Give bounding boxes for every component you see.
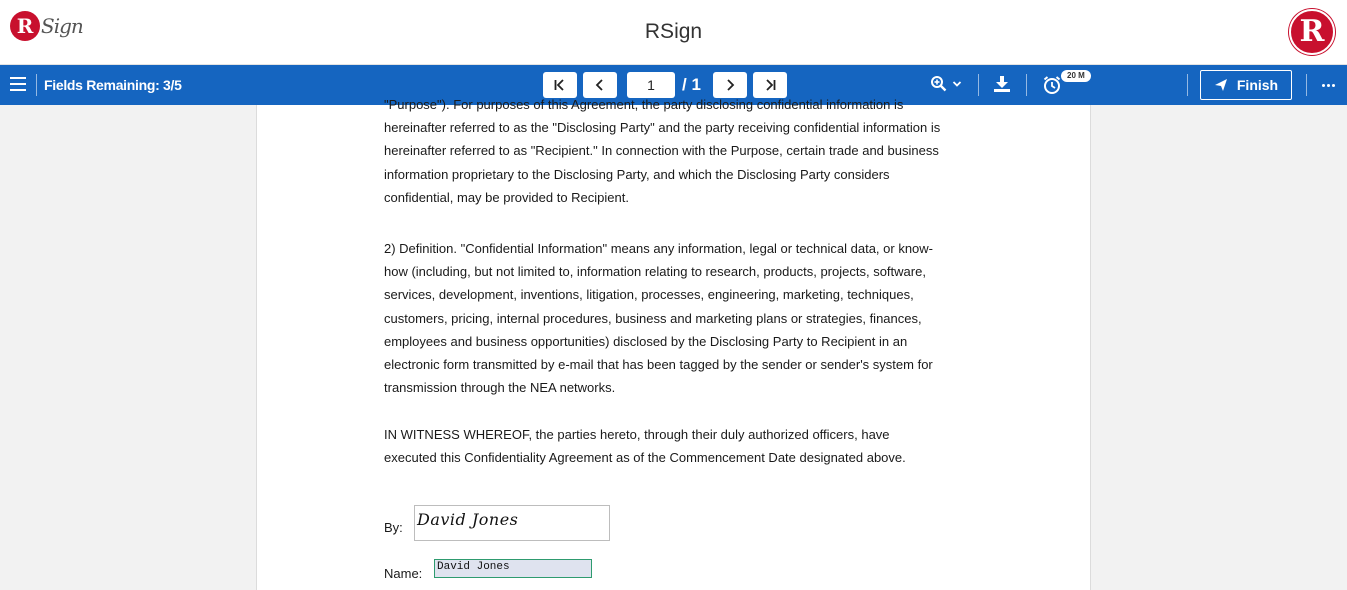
first-page-icon [553,78,567,92]
rpost-logo: R [1289,9,1335,55]
chevron-left-icon [593,78,607,92]
alarm-clock-icon [1042,75,1062,95]
document-line: customers, pricing, internal procedures, business and marketing plans or strategies, finances, [384,310,922,326]
document-line: information proprietary to the Disclosing Party, and which the Disclosing Party considers [384,166,890,182]
app-header [0,0,1347,65]
timer-badge: 20 M [1061,70,1091,82]
document-line: how (including, but not limited to, information relating to research, products, projects, software, [384,264,926,280]
zoom-dropdown[interactable] [930,75,962,93]
document-line: IN WITNESS WHEREOF, the parties hereto, through their duly authorized officers, have [384,427,890,442]
document-page [256,97,1091,590]
download-button[interactable] [993,75,1011,98]
by-label: By: [384,520,403,535]
toolbar-divider [1187,74,1188,96]
session-timer-button[interactable] [1042,75,1062,100]
rsign-logo-wordmark: Sign [41,14,83,38]
toolbar-divider [978,74,979,96]
finish-button[interactable] [1200,70,1292,100]
document-line: transmission through the NEA networks. [384,380,616,396]
document-line: services, development, inventions, litigation, processes, engineering, marketing, techniques, [384,287,914,303]
document-line: executed this Confidentiality Agreement as of the Commencement Date designated above. [384,450,906,466]
signature-field[interactable] [414,505,610,541]
paper-plane-icon [1214,78,1228,92]
document-line: confidential, may be provided to Recipient. [384,189,629,205]
toolbar-divider [1026,74,1027,96]
menu-icon[interactable] [10,77,26,91]
zoom-in-icon [930,75,948,93]
witness-paragraph [384,423,974,469]
toolbar-divider [1306,74,1307,96]
document-line: employees and business opportunities) disclosed by the Disclosing Party to Recipient in an [384,333,908,349]
name-field[interactable]: David Jones [434,559,592,578]
fields-remaining-counter[interactable]: Fields Remaining: 3/5 [44,77,182,93]
download-icon [993,75,1011,93]
document-line: electronic form transmitted by e-mail that has been tagged by the sender or sender's system for [384,357,933,373]
finish-button-label: Finish [1236,77,1279,93]
rsign-logo-mark: R [10,11,40,41]
more-horizontal-icon [1322,84,1325,87]
document-body-text [384,93,974,209]
document-line: hereinafter referred to as the "Disclosing Party" and the party receiving confidential information is [384,120,941,136]
document-line: "Purpose"). For purposes of this Agreement, the party disclosing confidential information is [384,97,904,112]
chevron-right-icon [723,78,737,92]
name-label: Name: [384,566,423,581]
definition-paragraph [384,237,974,399]
page-total: / 1 [682,75,701,94]
more-options-button[interactable] [1319,77,1337,93]
last-page-icon [763,78,777,92]
document-line: hereinafter referred to as "Recipient." In connection with the Purpose, certain trade and business [384,143,939,159]
app-title: RSign [644,20,703,43]
toolbar-divider [36,74,37,96]
signature-value: David Jones [417,510,519,529]
chevron-down-icon [952,79,962,89]
document-line: 2) Definition. "Confidential Information" means any information, legal or technical data, or know- [384,241,934,256]
